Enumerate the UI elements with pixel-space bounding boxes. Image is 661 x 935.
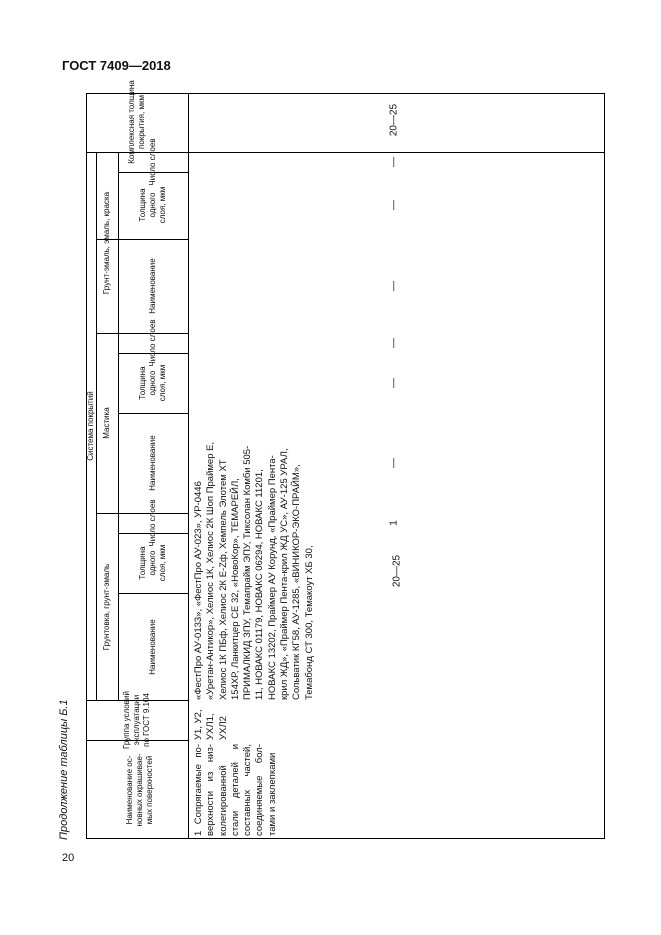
header-mastic-thickness: Толщина одного слоя, мкм: [138, 364, 167, 402]
header-condition-group: Группа условий эксплуатации по ГОСТ 9.104: [122, 691, 151, 749]
header-mastic-group: Мастика: [102, 407, 111, 439]
header-primer-thickness: Толщина одного слоя, мкм: [138, 544, 167, 582]
total-thickness-value: 20—25: [388, 103, 400, 137]
enamel-thickness-value: —: [388, 200, 400, 210]
condition-groups: У1, У2, УХЛ1, УХЛ2: [193, 709, 229, 740]
header-enamel-name: Наименование: [148, 258, 157, 314]
header-enamel-layers: Число слоев: [148, 138, 157, 186]
primer-names: «ФестПро АУ-0133», «ФестПро АУ-023», УР-0446 «Уретан-Антикор», Хелиос 1К, Хелиос 2К Шоп Праймер Е, Хелиос 1К ПБф, Хелиос 2К Е-Zф, Хемпель Элотем ХТ 154ХР, Ланкитцер СЕ 32, «НовоКор», ТЕМАРЕЙЛ, ПРИМАЛКИД ЗПУ, Темапрайм ЭПУ, Тиксолан Комби 505-11, НОВАКС 01179, НОВАКС 06294, НОВАКС 11201, НОВАКС 13202, Праймер АУ Корунд, «Праймер Пента-крил ЖД», «Праймер Пента-крил ЖД УС», АУ-125 УРАЛ, Сольватик КГ58, АУ-1285, «ВИНИКОР-ЭКО-ПРАЙМ», Темабонд СТ 300, Темакоут ХБ 30,: [193, 441, 315, 700]
enamel-name-value: —: [388, 281, 400, 291]
header-mastic-layers: Число слоев: [148, 319, 157, 367]
header-enamel-thickness: Толщина одного слоя, мкм: [138, 186, 167, 224]
primer-thickness-value: 20—25: [391, 554, 403, 588]
mastic-layers-value: —: [388, 338, 400, 348]
header-surface-name: Наименование ос- новных окрашивае- мых поверхностей: [125, 753, 154, 827]
header-enamel-group: Грунт-эмаль, эмаль, краска: [102, 191, 111, 295]
header-total-thickness: Комплексная толщина покрытия, мкм: [127, 80, 146, 164]
enamel-layers-value: —: [388, 157, 400, 167]
header-primer-group: Грунтовка, грунт-эмаль: [102, 563, 111, 651]
mastic-thickness-value: —: [388, 378, 400, 388]
mastic-name-value: —: [388, 458, 400, 468]
primer-layers-value: 1: [388, 520, 400, 526]
page-number: 20: [62, 852, 75, 864]
surface-description: 1 Сопрягаемые по-верхности из низ-колегированной стали деталей и составных частей, соединяемые бол-тами и заклепками: [193, 744, 278, 836]
document-header: ГОСТ 7409—2018: [62, 58, 171, 73]
header-mastic-name: Наименование: [148, 435, 157, 491]
header-primer-name: Наименование: [148, 619, 157, 675]
header-coating-system: Система покрытий: [86, 391, 95, 461]
table-caption: Продолжение таблицы Б.1: [58, 699, 70, 840]
header-primer-layers: Число слоев: [148, 499, 157, 547]
